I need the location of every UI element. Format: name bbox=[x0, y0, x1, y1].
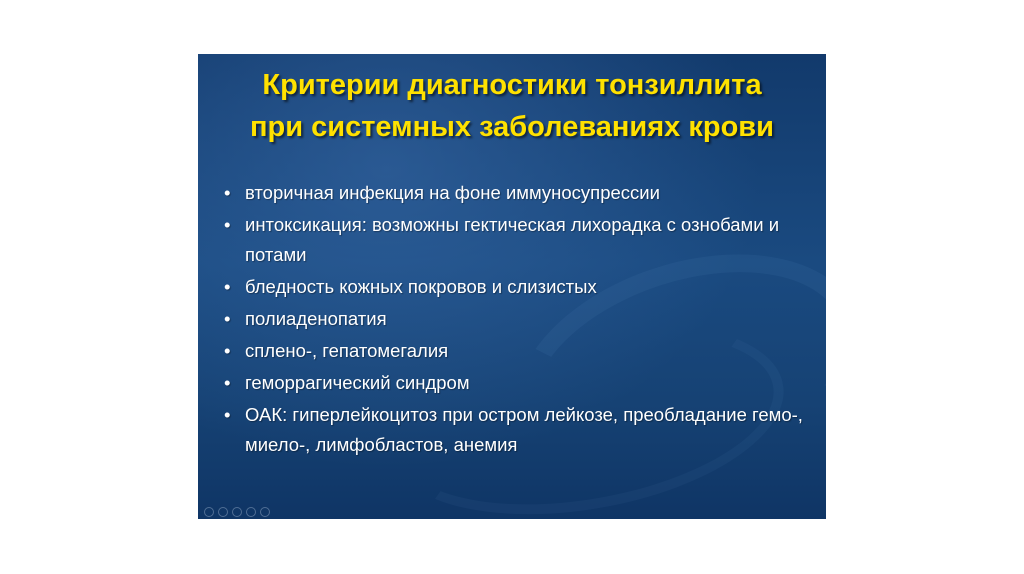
bullet-text: ОАК: гиперлейкоцитоз при остром лейкозе, преобладание гемо-, миело-, лимфобластов, анемия bbox=[245, 404, 803, 455]
slide-title-line-2: при системных заболеваниях крови bbox=[250, 111, 774, 143]
slide bbox=[198, 54, 826, 519]
nav-edit-icon[interactable] bbox=[218, 507, 228, 517]
bullet-text: геморрагический синдром bbox=[245, 372, 470, 393]
nav-menu-icon[interactable] bbox=[232, 507, 242, 517]
nav-next-icon[interactable] bbox=[260, 507, 270, 517]
slide-title-line-1: Критерии диагностики тонзиллита bbox=[262, 69, 762, 101]
bullet-item bbox=[220, 272, 810, 302]
bullet-icon: • bbox=[224, 340, 231, 361]
bullet-text: интоксикация: возможны гектическая лихорадка с ознобами и потами bbox=[245, 214, 780, 265]
bullet-item bbox=[220, 178, 810, 208]
bullet-item bbox=[220, 336, 810, 366]
slide-title bbox=[198, 64, 826, 148]
bullet-icon: • bbox=[224, 276, 231, 297]
bullet-icon: • bbox=[224, 404, 231, 425]
bullet-list bbox=[220, 178, 810, 462]
bullet-item bbox=[220, 210, 810, 270]
bullet-text: вторичная инфекция на фоне иммуносупрессии bbox=[245, 182, 660, 203]
bullet-icon: • bbox=[224, 214, 231, 235]
slide-nav-controls bbox=[204, 507, 270, 517]
bullet-text: полиаденопатия bbox=[245, 308, 387, 329]
bullet-icon: • bbox=[224, 182, 231, 203]
bullet-text: сплено-, гепатомегалия bbox=[245, 340, 449, 361]
bullet-icon: • bbox=[224, 372, 231, 393]
bullet-icon: • bbox=[224, 308, 231, 329]
bullet-text: бледность кожных покровов и слизистых bbox=[245, 276, 597, 297]
bullet-item bbox=[220, 368, 810, 398]
nav-zoom-icon[interactable] bbox=[246, 507, 256, 517]
bullet-item bbox=[220, 400, 810, 460]
bullet-item bbox=[220, 304, 810, 334]
nav-prev-icon[interactable] bbox=[204, 507, 214, 517]
